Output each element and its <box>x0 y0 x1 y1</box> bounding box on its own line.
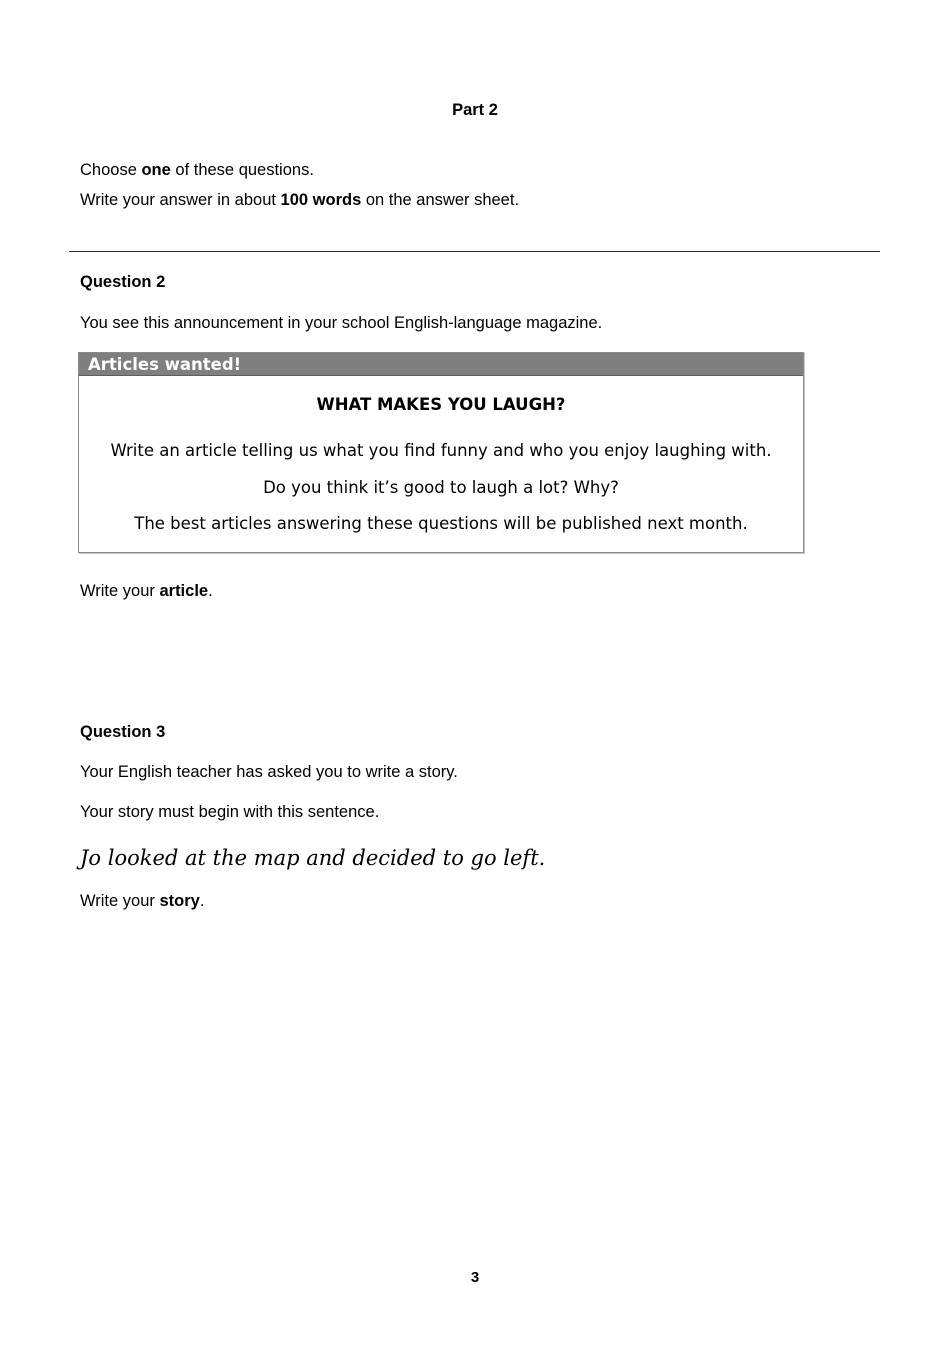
intro-words-bold: 100 words <box>280 191 362 209</box>
announcement-line: The best articles answering these questions will be published next month. <box>134 514 748 533</box>
question-3-instruction: Your story must begin with this sentence. <box>80 803 380 821</box>
intro-words-post: on the answer sheet. <box>361 191 520 209</box>
section-divider <box>69 251 880 252</box>
intro-choose-post: of these questions. <box>170 161 314 179</box>
question-3-heading: Question 3 <box>80 723 166 741</box>
part-title: Part 2 <box>452 101 498 119</box>
announcement-box <box>78 352 804 553</box>
task-post: . <box>208 582 213 600</box>
intro-words-pre: Write your answer in about <box>80 191 281 209</box>
task-pre: Write your <box>80 582 160 600</box>
question-2-task <box>80 581 213 601</box>
task-pre: Write your <box>80 892 160 910</box>
task-bold: story <box>159 892 200 910</box>
question-3-context: Your English teacher has asked you to write a story. <box>80 763 458 781</box>
intro-choose-bold: one <box>141 161 171 179</box>
intro-choose-pre: Choose <box>80 161 142 179</box>
announcement-line: Do you think it’s good to laugh a lot? Why? <box>263 478 619 497</box>
question-2-context: You see this announcement in your school English-language magazine. <box>80 314 603 332</box>
intro-choose-line <box>80 160 314 180</box>
intro-word-count-line <box>80 190 519 210</box>
story-opening-sentence: Jo looked at the map and decided to go left. <box>80 846 546 870</box>
task-post: . <box>199 892 205 910</box>
question-2-heading: Question 2 <box>80 273 166 291</box>
announcement-line: Write an article telling us what you find funny and who you enjoy laughing with. <box>110 441 772 460</box>
question-3-task <box>80 891 204 911</box>
announcement-headline: WHAT MAKES YOU LAUGH? <box>316 395 566 414</box>
announcement-header: Articles wanted! <box>79 353 803 376</box>
task-bold: article <box>159 582 209 600</box>
page-number: 3 <box>470 1269 480 1286</box>
